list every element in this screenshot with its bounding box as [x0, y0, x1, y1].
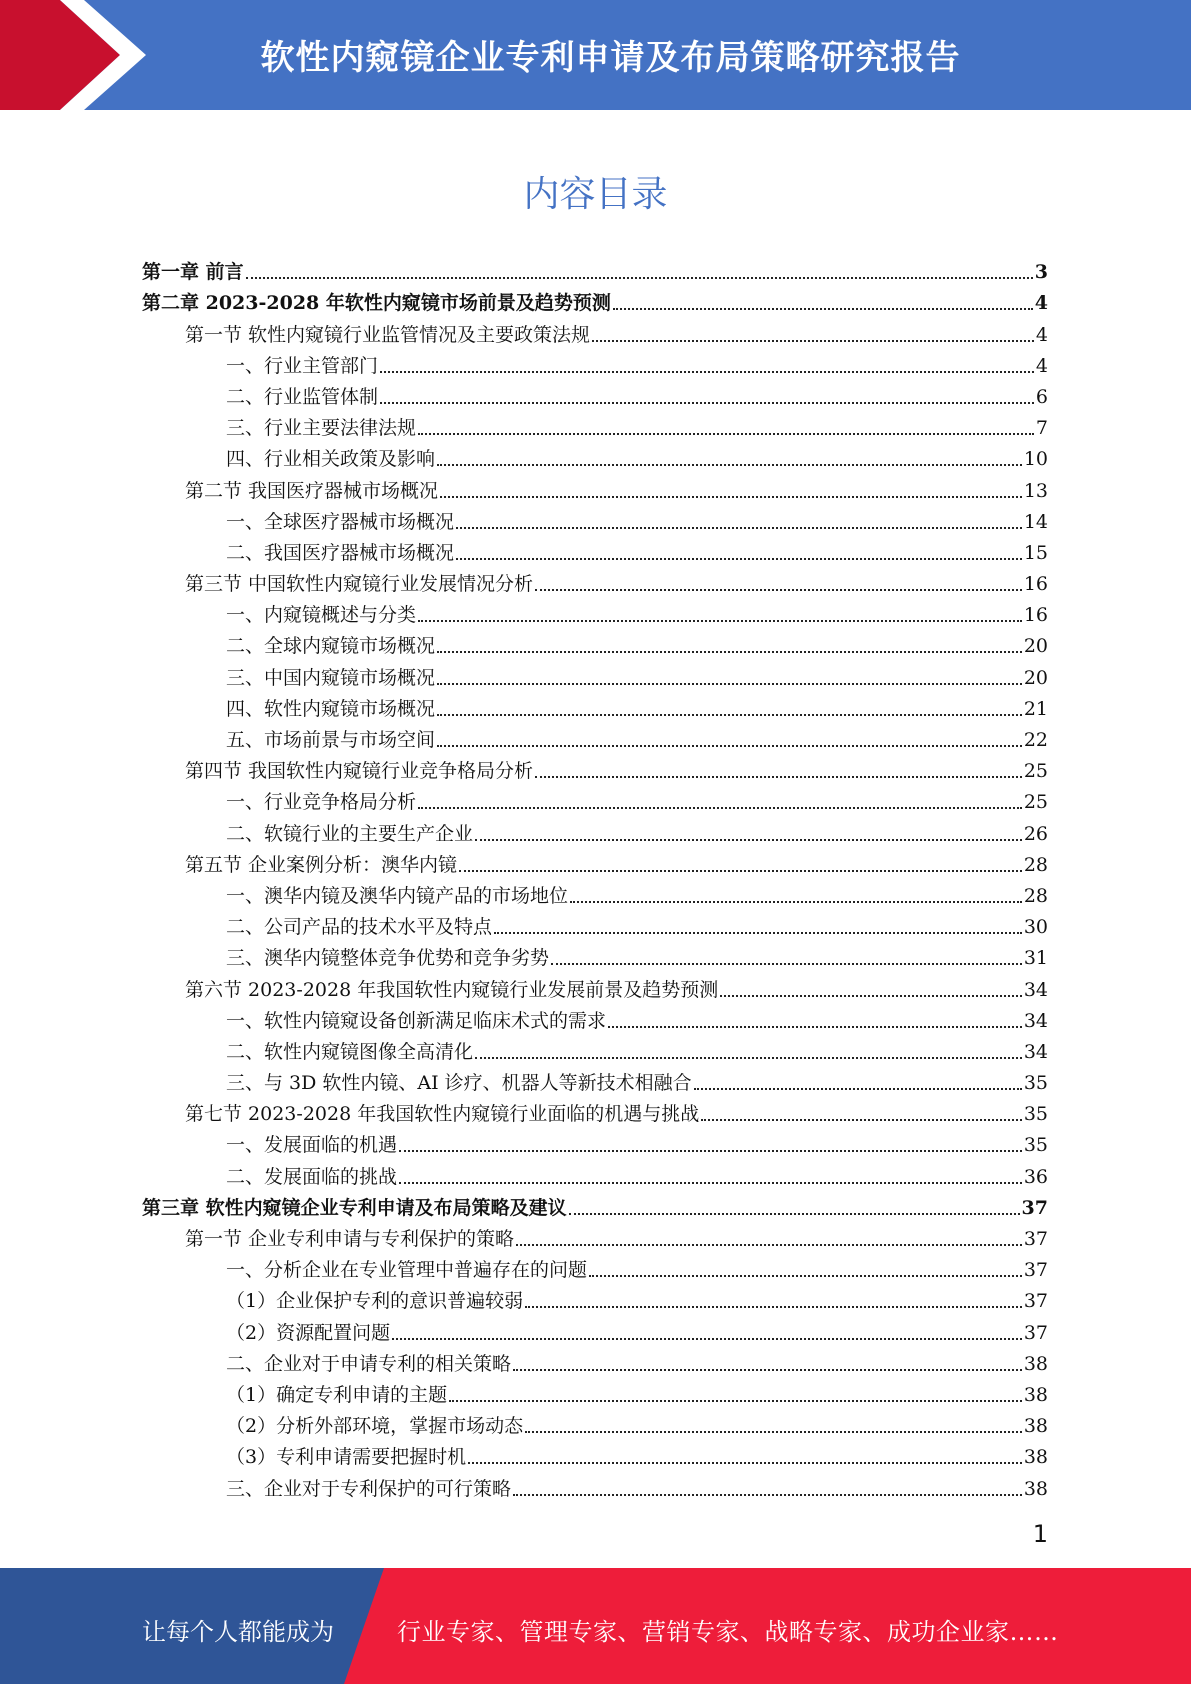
- toc-entry-page: 35: [1023, 1134, 1048, 1157]
- toc-entry-page: 20: [1023, 666, 1048, 689]
- toc-entry[interactable]: [142, 939, 1048, 970]
- toc-entry-label: 二、我国医疗器械市场概况: [226, 541, 455, 564]
- toc-dot-leader: [456, 527, 1022, 529]
- toc-entry-page: 35: [1023, 1072, 1048, 1095]
- toc-entry-label: 第二节 我国医疗器械市场概况: [185, 479, 439, 502]
- toc-dot-leader: [535, 589, 1022, 591]
- toc-entry[interactable]: [142, 253, 1048, 284]
- toc-entry-page: 21: [1023, 697, 1048, 720]
- toc-entry[interactable]: [142, 814, 1048, 845]
- toc-entry-page: 4: [1035, 323, 1048, 346]
- toc-entry[interactable]: [142, 1095, 1048, 1126]
- toc-entry-label: 三、澳华内镜整体竞争优势和竞争劣势: [226, 947, 550, 970]
- toc-entry-page: 38: [1023, 1415, 1048, 1438]
- toc-dot-leader: [513, 1494, 1022, 1496]
- toc-dot-leader: [399, 1182, 1022, 1184]
- toc-dot-leader: [701, 1119, 1022, 1121]
- toc-entry-page: 16: [1023, 604, 1048, 627]
- toc-dot-leader: [494, 932, 1022, 934]
- toc-entry-page: 34: [1023, 1040, 1048, 1063]
- toc-entry[interactable]: [142, 1033, 1048, 1064]
- toc-entry[interactable]: [142, 1313, 1048, 1344]
- toc-entry-page: 35: [1023, 1103, 1048, 1126]
- toc-entry[interactable]: [142, 783, 1048, 814]
- toc-entry[interactable]: [142, 471, 1048, 502]
- toc-entry-label: 第二章 2023-2028 年软性内窥镜市场前景及趋势预测: [142, 292, 611, 315]
- toc-entry-page: 7: [1035, 417, 1048, 440]
- toc-entry-page: 20: [1023, 635, 1048, 658]
- toc-entry[interactable]: [142, 1282, 1048, 1313]
- toc-entry-page: 4: [1035, 354, 1048, 377]
- toc-entry[interactable]: [142, 1376, 1048, 1407]
- toc-dot-leader: [418, 620, 1022, 622]
- toc-entry-label: 一、内窥镜概述与分类: [226, 604, 417, 627]
- toc-entry-page: 37: [1021, 1196, 1048, 1219]
- toc-dot-leader: [468, 1462, 1022, 1464]
- toc-dot-leader: [694, 1088, 1022, 1090]
- toc-entry-label: 第七节 2023-2028 年我国软性内窥镜行业面临的机遇与挑战: [185, 1103, 700, 1126]
- toc-entry[interactable]: [142, 627, 1048, 658]
- toc-entry-page: 38: [1023, 1352, 1048, 1375]
- toc-dot-leader: [399, 1150, 1022, 1152]
- toc-entry-label: 二、公司产品的技术水平及特点: [226, 916, 493, 939]
- toc-entry-page: 10: [1023, 448, 1048, 471]
- toc-entry-page: 26: [1023, 822, 1048, 845]
- toc-entry-page: 34: [1023, 978, 1048, 1001]
- toc-entry-page: 37: [1023, 1290, 1048, 1313]
- toc-entry-page: 28: [1023, 884, 1048, 907]
- toc-dot-leader: [570, 901, 1022, 903]
- toc-entry-label: 一、软性内镜窥设备创新满足临床术式的需求: [226, 1009, 607, 1032]
- toc-dot-leader: [535, 776, 1022, 778]
- toc-entry[interactable]: [142, 1407, 1048, 1438]
- toc-entry-label: 四、软性内窥镜市场概况: [226, 697, 436, 720]
- toc-dot-leader: [525, 1306, 1022, 1308]
- toc-entry-page: 36: [1023, 1165, 1048, 1188]
- toc-dot-leader: [589, 1275, 1022, 1277]
- toc-entry-label: （2）资源配置问题: [226, 1321, 391, 1344]
- toc-entry[interactable]: [142, 565, 1048, 596]
- toc-entry[interactable]: [142, 1220, 1048, 1251]
- toc-entry-label: 一、发展面临的机遇: [226, 1134, 398, 1157]
- toc-dot-leader: [437, 745, 1022, 747]
- toc-entry-label: 第一节 软性内窥镜行业监管情况及主要政策法规: [185, 323, 591, 346]
- toc-dot-leader: [418, 807, 1022, 809]
- toc-dot-leader: [525, 1431, 1022, 1433]
- toc-dot-leader: [613, 308, 1033, 310]
- toc-dot-leader: [380, 371, 1034, 373]
- toc-entry-label: 一、全球医疗器械市场概况: [226, 510, 455, 533]
- toc-entry-label: （1）确定专利申请的主题: [226, 1383, 448, 1406]
- toc-entry-page: 37: [1023, 1259, 1048, 1282]
- toc-dot-leader: [437, 683, 1022, 685]
- toc-dot-leader: [513, 1369, 1022, 1371]
- toc-entry-page: 22: [1023, 729, 1048, 751]
- toc-entry-label: 二、全球内窥镜市场概况: [226, 635, 436, 658]
- toc-entry-label: 一、分析企业在专业管理中普遍存在的问题: [226, 1259, 588, 1282]
- toc-dot-leader: [456, 558, 1022, 560]
- toc-entry-label: 三、行业主要法律法规: [226, 417, 417, 440]
- toc-entry[interactable]: [142, 1469, 1048, 1500]
- toc-entry-page: 38: [1023, 1446, 1048, 1469]
- toc-dot-leader: [246, 277, 1033, 279]
- toc-entry-label: （3）专利申请需要把握时机: [226, 1446, 467, 1469]
- toc-dot-leader: [475, 839, 1022, 841]
- toc-entry[interactable]: [142, 690, 1048, 721]
- toc-dot-leader: [392, 1338, 1022, 1340]
- toc-entry-page: 34: [1023, 1009, 1048, 1032]
- toc-entry[interactable]: [142, 1157, 1048, 1188]
- toc-entry-page: 14: [1023, 510, 1048, 533]
- toc-entry-label: 第五节 企业案例分析：澳华内镜: [185, 853, 458, 876]
- toc-dot-leader: [592, 340, 1034, 342]
- toc-entry[interactable]: [142, 721, 1048, 752]
- header-banner: [0, 0, 1191, 110]
- toc-dot-leader: [720, 995, 1022, 997]
- footer-slogan-right: 行业专家、管理专家、营销专家、战略专家、成功企业家……: [397, 1618, 1059, 1646]
- toc-heading: 内容目录: [523, 174, 668, 215]
- toc-dot-leader: [437, 651, 1022, 653]
- toc-entry[interactable]: [142, 1189, 1048, 1220]
- toc-entry-label: 二、发展面临的挑战: [226, 1165, 398, 1188]
- toc-entry[interactable]: [142, 378, 1048, 409]
- toc-dot-leader: [475, 1057, 1022, 1059]
- footer-slogan-left: 让每个人都能成为: [142, 1618, 334, 1646]
- toc-entry[interactable]: [142, 284, 1048, 315]
- toc-dot-leader: [569, 1213, 1020, 1215]
- toc-entry-label: 第六节 2023-2028 年我国软性内窥镜行业发展前景及趋势预测: [185, 978, 719, 1001]
- toc-entry-label: 三、企业对于专利保护的可行策略: [226, 1477, 512, 1500]
- toc-entry-label: 二、软性内窥镜图像全高清化: [226, 1040, 474, 1063]
- toc-entry-label: 第一节 企业专利申请与专利保护的策略: [185, 1228, 515, 1250]
- toc-entry-label: 五、市场前景与市场空间: [226, 729, 436, 751]
- toc-dot-leader: [459, 870, 1022, 872]
- toc-entry[interactable]: [142, 1002, 1048, 1033]
- toc-entry-label: 三、与 3D 软性内镜、AI 诊疗、机器人等新技术相融合: [226, 1072, 692, 1095]
- toc-entry-label: 一、澳华内镜及澳华内镜产品的市场地位: [226, 884, 569, 907]
- toc-entry-label: 第三章 软性内窥镜企业专利申请及布局策略及建议: [142, 1196, 567, 1219]
- toc-entry-label: 三、中国内窥镜市场概况: [226, 666, 436, 689]
- toc-entry-label: 一、行业竞争格局分析: [226, 791, 417, 814]
- toc-entry[interactable]: [142, 908, 1048, 939]
- toc-entry[interactable]: [142, 596, 1048, 627]
- toc-entry[interactable]: [142, 440, 1048, 471]
- toc-entry-page: 16: [1023, 573, 1048, 596]
- toc-entry-page: 3: [1034, 261, 1048, 284]
- page-number: 1: [1032, 1520, 1048, 1548]
- toc-entry-label: 第一章 前言: [142, 261, 244, 284]
- toc-entry[interactable]: [142, 1126, 1048, 1157]
- toc-dot-leader: [516, 1244, 1022, 1246]
- toc-entry-page: 15: [1023, 541, 1048, 564]
- toc-entry-label: 二、企业对于申请专利的相关策略: [226, 1352, 512, 1375]
- toc-entry[interactable]: [142, 1438, 1048, 1469]
- table-of-contents: [142, 253, 1048, 1501]
- toc-dot-leader: [449, 1400, 1022, 1402]
- toc-entry-label: 一、行业主管部门: [226, 354, 379, 377]
- footer-banner: [0, 1568, 1191, 1684]
- toc-entry[interactable]: [142, 1345, 1048, 1376]
- toc-entry-label: 四、行业相关政策及影响: [226, 448, 436, 471]
- toc-entry[interactable]: [142, 970, 1048, 1001]
- toc-entry-page: 13: [1023, 479, 1048, 502]
- toc-entry-label: （1）企业保护专利的意识普遍较弱: [226, 1290, 524, 1313]
- toc-entry-page: 25: [1023, 791, 1048, 814]
- toc-entry-page: 4: [1034, 292, 1048, 315]
- toc-entry-label: 第四节 我国软性内窥镜行业竞争格局分析: [185, 760, 534, 783]
- toc-dot-leader: [380, 402, 1034, 404]
- toc-entry-page: 6: [1035, 385, 1048, 408]
- toc-entry[interactable]: [142, 658, 1048, 689]
- toc-dot-leader: [440, 496, 1022, 498]
- toc-dot-leader: [418, 433, 1034, 435]
- toc-entry-page: 38: [1023, 1477, 1048, 1500]
- toc-entry-label: 二、软镜行业的主要生产企业: [226, 822, 474, 845]
- toc-entry[interactable]: [142, 1064, 1048, 1095]
- toc-entry[interactable]: [142, 1251, 1048, 1282]
- toc-entry-page: 37: [1023, 1321, 1048, 1344]
- toc-dot-leader: [437, 464, 1022, 466]
- toc-entry[interactable]: [142, 534, 1048, 565]
- toc-entry-page: 31: [1023, 947, 1048, 970]
- toc-entry[interactable]: [142, 409, 1048, 440]
- toc-dot-leader: [551, 963, 1022, 965]
- toc-entry[interactable]: [142, 347, 1048, 378]
- toc-entry[interactable]: [142, 752, 1048, 783]
- toc-entry-page: 25: [1023, 760, 1048, 783]
- toc-entry-page: 30: [1023, 916, 1048, 939]
- toc-entry-label: 第三节 中国软性内窥镜行业发展情况分析: [185, 573, 534, 596]
- toc-entry-page: 28: [1023, 853, 1048, 876]
- toc-entry-label: （2）分析外部环境，掌握市场动态: [226, 1415, 524, 1438]
- report-title: 软性内窥镜企业专利申请及布局策略研究报告: [260, 38, 961, 78]
- toc-entry-page: 38: [1023, 1383, 1048, 1406]
- toc-entry[interactable]: [142, 877, 1048, 908]
- toc-entry-page: 37: [1023, 1228, 1048, 1250]
- toc-dot-leader: [608, 1026, 1022, 1028]
- toc-entry[interactable]: [142, 503, 1048, 534]
- toc-entry[interactable]: [142, 846, 1048, 877]
- toc-entry-label: 二、行业监管体制: [226, 385, 379, 408]
- toc-dot-leader: [437, 714, 1022, 716]
- toc-entry[interactable]: [142, 315, 1048, 346]
